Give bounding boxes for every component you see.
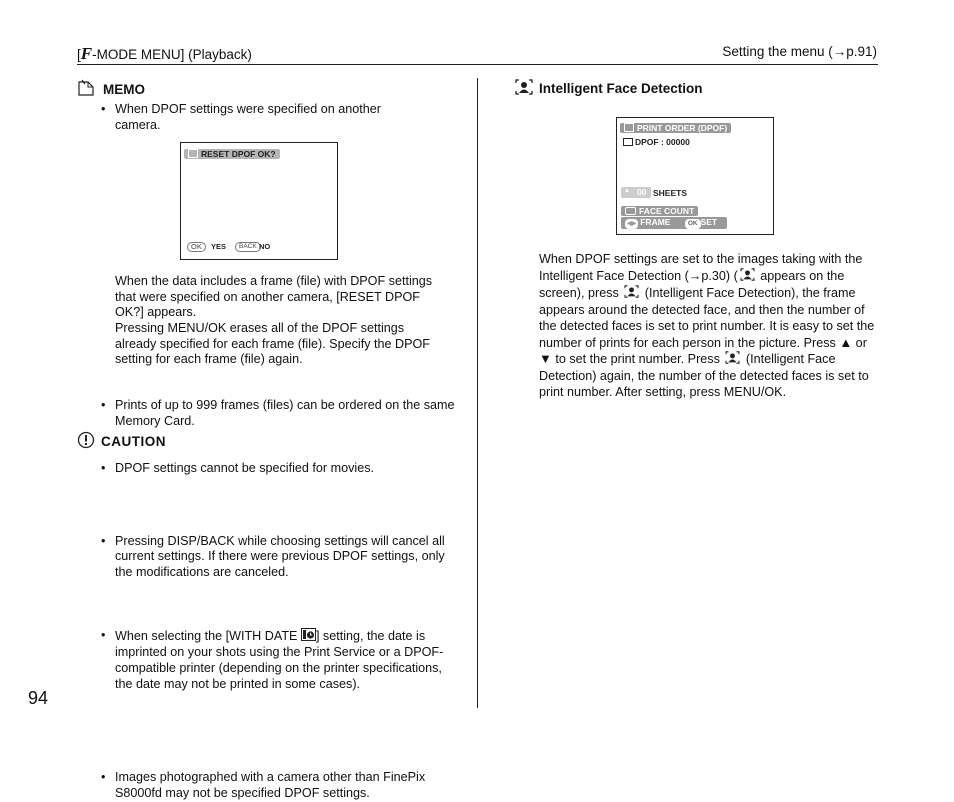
face-heading: [515, 79, 703, 98]
header-bracket: [: [77, 47, 81, 62]
set-label: SET: [700, 217, 718, 227]
up-triangle-icon: ▲: [839, 334, 853, 350]
down-triangle-icon: ▼: [539, 351, 552, 367]
memo-para-1: When the data includes a frame (file) with DPOF settings that were specified on another camera, [RESET DPOF OK?] appears.: [115, 274, 433, 320]
up-arrow-icon: ▲: [624, 188, 630, 194]
face-count-label: FACE COUNT: [639, 206, 695, 216]
face-paragraph: [539, 252, 879, 400]
memo-bullet-1: • When DPOF settings were specified on another camera.: [101, 102, 425, 133]
sheet-count: 00: [637, 187, 647, 197]
memo-icon: [77, 79, 97, 100]
face-detection-icon: [624, 285, 639, 303]
face-para-or: or: [852, 335, 867, 350]
print-order-screen: [616, 117, 774, 235]
f-mode-icon: F: [80, 44, 93, 63]
caution-bullet-3: • Images photographed with a camera other than FinePix S8000fd may not be specified DPOF settings.: [101, 770, 455, 801]
print-order-title: PRINT ORDER (DPOF): [637, 123, 728, 133]
memo-title: MEMO: [103, 82, 145, 97]
caution-bullet-1: • Pressing DISP/BACK while choosing settings will cancel all current settings. If there were previous DPOF settings, only the modifications are canceled.: [101, 534, 455, 581]
memo-bullet-3: • DPOF settings cannot be specified for movies.: [101, 461, 455, 477]
back-button-label: BACK: [235, 242, 261, 252]
no-label: NO: [259, 242, 271, 251]
caution-title: CAUTION: [101, 434, 166, 449]
header-left-text: -MODE MENU] (Playback): [92, 47, 252, 62]
dpof-counter-text: DPOF : 00000: [635, 137, 690, 147]
print-icon: [188, 149, 198, 158]
face-para-3: (Intelligent Face Detection), the frame appears around the detected face, and then the number of the detected faces is set to print number. It is easy to set the number of prints for each person in the picture. Press: [539, 286, 875, 350]
dpof-counter: [623, 137, 690, 147]
reset-dpof-bottom: [181, 239, 337, 253]
page-number: 94: [28, 688, 49, 708]
dpof-icon: [623, 138, 633, 146]
column-divider: [477, 78, 478, 708]
print-order-title-bar: [620, 123, 731, 133]
face-para-4: to set the print number. Press: [551, 352, 724, 367]
print-icon: [624, 123, 634, 132]
caution-bullet-2-pre: When selecting the [WITH DATE: [115, 628, 301, 643]
face-detection-icon: [515, 79, 533, 98]
left-right-arrows-icon: ◀▶: [627, 221, 637, 227]
caution-heading: [77, 431, 166, 452]
memo-para-2: Pressing MENU/OK erases all of the DPOF settings already specified for each frame (file). Specify the DPOF setting for each frame (file) again.: [115, 321, 430, 367]
ok-button-label: OK: [187, 242, 206, 252]
reset-dpof-title: RESET DPOF OK?: [201, 149, 276, 159]
frame-label: FRAME: [640, 217, 671, 227]
yes-label: YES: [211, 242, 227, 251]
ok-button-label: OK: [685, 219, 701, 229]
caution-bullet-2-post: ] setting, the date is imprinted on your shots using the Print Service or a DPOF-compatible printer (depending on the printer specifications, the date may not be printed in some cases).: [115, 628, 444, 691]
face-detection-icon: [740, 268, 755, 286]
face-para-2: appears on the screen), press: [539, 268, 845, 301]
face-detection-icon: [725, 351, 740, 369]
face-para-5: (Intelligent Face Detection) again, the number of the detected faces is set to print number. After setting, press MENU/OK.: [539, 352, 869, 399]
face-title: Intelligent Face Detection: [539, 81, 703, 96]
face-count-bar: [621, 206, 698, 216]
sheet-count-box: [621, 187, 651, 198]
reset-dpof-screen: [180, 142, 338, 260]
header-right: Setting the menu (→p.91): [722, 44, 877, 59]
header-left: [77, 44, 252, 64]
date-clock-icon: [301, 628, 316, 646]
caution-bullet-2: [101, 628, 455, 693]
memo-bullet-2: • Prints of up to 999 frames (files) can be ordered on the same Memory Card.: [101, 398, 455, 429]
sheets-label: SHEETS: [653, 188, 688, 198]
header-rule: [77, 64, 878, 65]
caution-icon: [77, 431, 95, 452]
face-para-1: When DPOF settings are set to the images taking with the Intelligent Face Detection (→p.30) (: [539, 252, 863, 283]
memo-heading: [77, 79, 145, 100]
face-count-icon: [625, 207, 636, 215]
reset-dpof-title-bar: [184, 149, 280, 159]
frame-set-bar: [621, 217, 727, 229]
